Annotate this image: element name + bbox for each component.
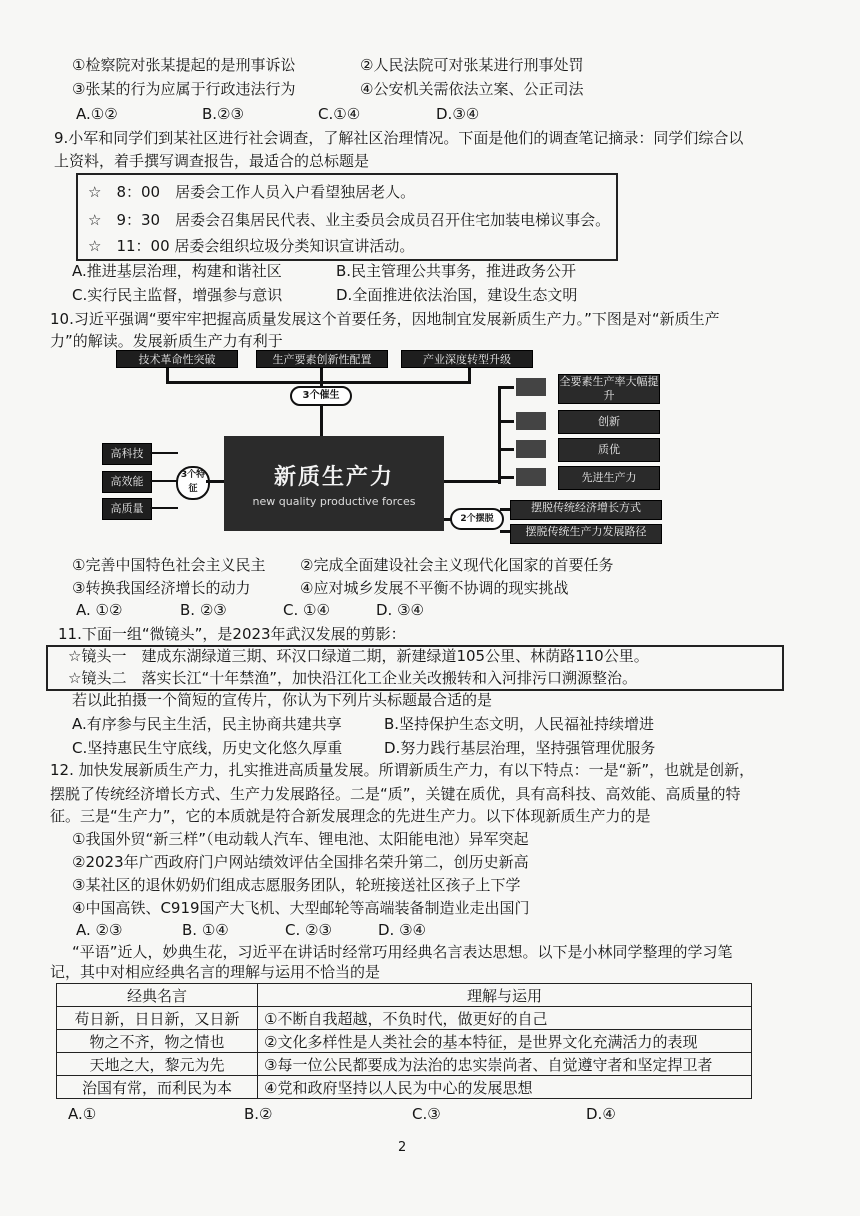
diagram-right-tag — [516, 468, 546, 486]
q10-stem-line2: 力”的解读。发展新质生产力有利于 — [50, 332, 283, 350]
table-row — [57, 1053, 752, 1076]
q11-stem: 11.下面一组“微镜头”，是2023年武汉发展的剪影： — [58, 625, 406, 643]
diagram-bottom-box-2: 摆脱传统生产力发展路径 — [510, 524, 662, 544]
q8-choice-d: D.③④ — [436, 105, 480, 123]
diagram-top-box-3: 产业深度转型升级 — [401, 350, 533, 368]
q11-shot-2: ☆镜头二 落实长江“十年禁渔”，加快沿江化工企业关改搬转和入河排污口溯源整治。 — [68, 669, 637, 687]
q8-option-1: ①检察院对张某提起的是刑事诉讼 — [72, 56, 296, 74]
q8-choice-c: C.①④ — [318, 105, 361, 123]
q12-option-3: ③某社区的退休奶奶们组成志愿服务团队，轮班接送社区孩子上下学 — [72, 876, 521, 894]
diagram-left-box-1: 高科技 — [102, 443, 152, 465]
q11-question: 若以此拍摄一个简短的宣传片，你认为下列片头标题最合适的是 — [72, 691, 493, 709]
diagram-right-box-1: 全要素生产率大幅提升 — [559, 375, 659, 402]
diagram-left-box-3: 高质量 — [102, 498, 152, 520]
q13-choice-b: B.② — [244, 1105, 273, 1123]
table-row — [57, 1007, 752, 1030]
q9-note-2: ☆ 9：30 居委会召集居民代表、业主委员会成员召开住宅加装电梯议事会。 — [88, 211, 611, 229]
diagram-right-tag — [516, 412, 546, 430]
column-header-meaning: 理解与运用 — [258, 984, 752, 1007]
diagram-connector — [150, 452, 178, 454]
q12-choice-d: D. ③④ — [378, 921, 426, 939]
diagram-core-box — [224, 436, 444, 531]
diagram-connector — [498, 476, 514, 479]
table-row — [57, 1076, 752, 1099]
q8-option-3: ③张某的行为应属于行政违法行为 — [72, 80, 296, 98]
diagram-connector — [500, 530, 510, 533]
q13-choice-a: A.① — [68, 1105, 97, 1123]
diagram-left-box-2: 高效能 — [102, 471, 152, 493]
diagram-connector — [320, 404, 323, 436]
q11-choice-b: B.坚持保护生态文明，人民福祉持续增进 — [384, 715, 655, 733]
diagram-bottom-box-1: 摆脱传统经济增长方式 — [510, 500, 662, 520]
q10-choice-a: A. ①② — [76, 601, 123, 619]
q10-option-1: ①完善中国特色社会主义民主 — [72, 556, 266, 574]
diagram-core-title: 新质生产力 — [273, 465, 394, 490]
q12-choice-b: B. ①④ — [182, 921, 229, 939]
diagram-right-box-3: 质优 — [558, 438, 660, 462]
q9-stem-line1: 9.小军和同学们到某社区进行社会调查，了解社区治理情况。下面是他们的调查笔记摘录：同学们综合以 — [54, 129, 744, 147]
diagram-connector — [166, 368, 169, 382]
diagram-connector — [150, 480, 178, 482]
page-number: 2 — [398, 1140, 407, 1155]
diagram-connector — [468, 368, 471, 382]
quote-cell: 天地之大，黎元为先 — [57, 1053, 258, 1076]
meaning-cell: ④党和政府坚持以人民为中心的发展思想 — [258, 1076, 752, 1099]
q13-stem-line2: 记，其中对相应经典名言的理解与运用不恰当的是 — [50, 963, 381, 981]
q11-shot-1: ☆镜头一 建成东湖绿道三期、环汉口绿道二期，新建绿道105公里、林荫路110公里。 — [68, 647, 649, 665]
quote-cell: 物之不齐，物之情也 — [57, 1030, 258, 1053]
diagram-connector — [166, 381, 471, 384]
quotes-table — [56, 983, 752, 1099]
diagram-right-box-4: 先进生产力 — [558, 466, 660, 490]
q12-choice-a: A. ②③ — [76, 921, 123, 939]
q10-choice-d: D. ③④ — [376, 601, 424, 619]
q12-stem-line1: 12. 加快发展新质生产力，扎实推进高质量发展。所谓新质生产力，有以下特点：一是“新”，也就是创新， — [50, 761, 755, 779]
diagram-top-circle: 3个催生 — [290, 386, 352, 406]
diagram-right-tag — [516, 378, 546, 396]
q11-choice-a: A.有序参与民主生活，民主协商共建共享 — [72, 715, 342, 733]
q8-choice-a: A.①② — [76, 105, 118, 123]
diagram-core-subtitle: new quality productive forces — [252, 495, 416, 508]
q8-option-4: ④公安机关需依法立案、公正司法 — [360, 80, 584, 98]
q9-choice-d: D.全面推进依法治国，建设生态文明 — [336, 286, 578, 304]
new-quality-productive-forces-diagram — [96, 348, 666, 553]
q9-choice-b: B.民主管理公共事务，推进政务公开 — [336, 262, 577, 280]
q13-stem-line1: “平语”近人，妙典生花，习近平在讲话时经常巧用经典名言表达思想。以下是小林同学整理的学习笔 — [72, 943, 733, 961]
diagram-top-box-2: 生产要素创新性配置 — [256, 350, 388, 368]
q12-option-4: ④中国高铁、C919国产大飞机、大型邮轮等高端装备制造业走出国门 — [72, 899, 530, 917]
q12-option-1: ①我国外贸“新三样”（电动载人汽车、锂电池、太阳能电池）异军突起 — [72, 830, 529, 848]
table-header-row — [57, 984, 752, 1007]
q9-note-3: ☆ 11：00 居委会组织垃圾分类知识宣讲活动。 — [88, 237, 415, 255]
q13-choice-c: C.③ — [412, 1105, 441, 1123]
column-header-quote: 经典名言 — [57, 984, 258, 1007]
q12-choice-c: C. ②③ — [285, 921, 332, 939]
meaning-cell: ②文化多样性是人类社会的基本特征，是世界文化充满活力的表现 — [258, 1030, 752, 1053]
diagram-connector — [498, 420, 514, 423]
diagram-connector — [206, 480, 224, 483]
q11-choice-c: C.坚持惠民生守底线，历史文化悠久厚重 — [72, 739, 343, 757]
diagram-connector — [500, 508, 510, 511]
quote-cell: 治国有常，而利民为本 — [57, 1076, 258, 1099]
diagram-connector — [498, 448, 514, 451]
q9-note-1: ☆ 8：00 居委会工作人员入户看望独居老人。 — [88, 183, 416, 201]
q9-stem-line2: 上资料，着手撰写调查报告，最适合的总标题是 — [54, 152, 370, 170]
diagram-right-box-2: 创新 — [558, 410, 660, 434]
q11-choice-d: D.努力践行基层治理，坚持强管理优服务 — [384, 739, 656, 757]
diagram-left-circle: 3个特征 — [176, 466, 210, 500]
q10-option-4: ④应对城乡发展不平衡不协调的现实挑战 — [300, 579, 569, 597]
q12-stem-line2: 摆脱了传统经济增长方式、生产力发展路径。二是“质”，关键在质优，具有高科技、高效能、高质量的特 — [50, 785, 741, 803]
q9-choice-c: C.实行民主监督，增强参与意识 — [72, 286, 283, 304]
table-row — [57, 1030, 752, 1053]
diagram-top-box-1: 技术革命性突破 — [116, 350, 238, 368]
meaning-cell: ③每一位公民都要成为法治的忠实崇尚者、自觉遵守者和坚定捍卫者 — [258, 1053, 752, 1076]
q9-choice-a: A.推进基层治理，构建和谐社区 — [72, 262, 282, 280]
diagram-bottom-circle: 2个摆脱 — [450, 508, 504, 530]
q10-choice-c: C. ①④ — [283, 601, 330, 619]
q8-option-2: ②人民法院可对张某进行刑事处罚 — [360, 56, 584, 74]
q10-option-2: ②完成全面建设社会主义现代化国家的首要任务 — [300, 556, 614, 574]
diagram-right-tag — [516, 440, 546, 458]
q12-stem-line3: 征。三是“生产力”，它的本质就是符合新发展理念的先进生产力。以下体现新质生产力的是 — [50, 807, 651, 825]
meaning-cell: ①不断自我超越，不负时代，做更好的自己 — [258, 1007, 752, 1030]
q10-choice-b: B. ②③ — [180, 601, 227, 619]
quote-cell: 苟日新，日日新，又日新 — [57, 1007, 258, 1030]
diagram-connector — [498, 386, 501, 484]
q10-option-3: ③转换我国经济增长的动力 — [72, 579, 251, 597]
diagram-connector — [444, 480, 500, 483]
q8-choice-b: B.②③ — [202, 105, 244, 123]
q13-choice-d: D.④ — [586, 1105, 616, 1123]
q10-stem-line1: 10.习近平强调“要牢牢把握高质量发展这个首要任务，因地制宜发展新质生产力。”下图是对“新质生产 — [50, 310, 720, 328]
diagram-connector — [498, 386, 514, 389]
q12-option-2: ②2023年广西政府门户网站绩效评估全国排名荣升第二，创历史新高 — [72, 853, 529, 871]
diagram-connector — [150, 507, 178, 509]
